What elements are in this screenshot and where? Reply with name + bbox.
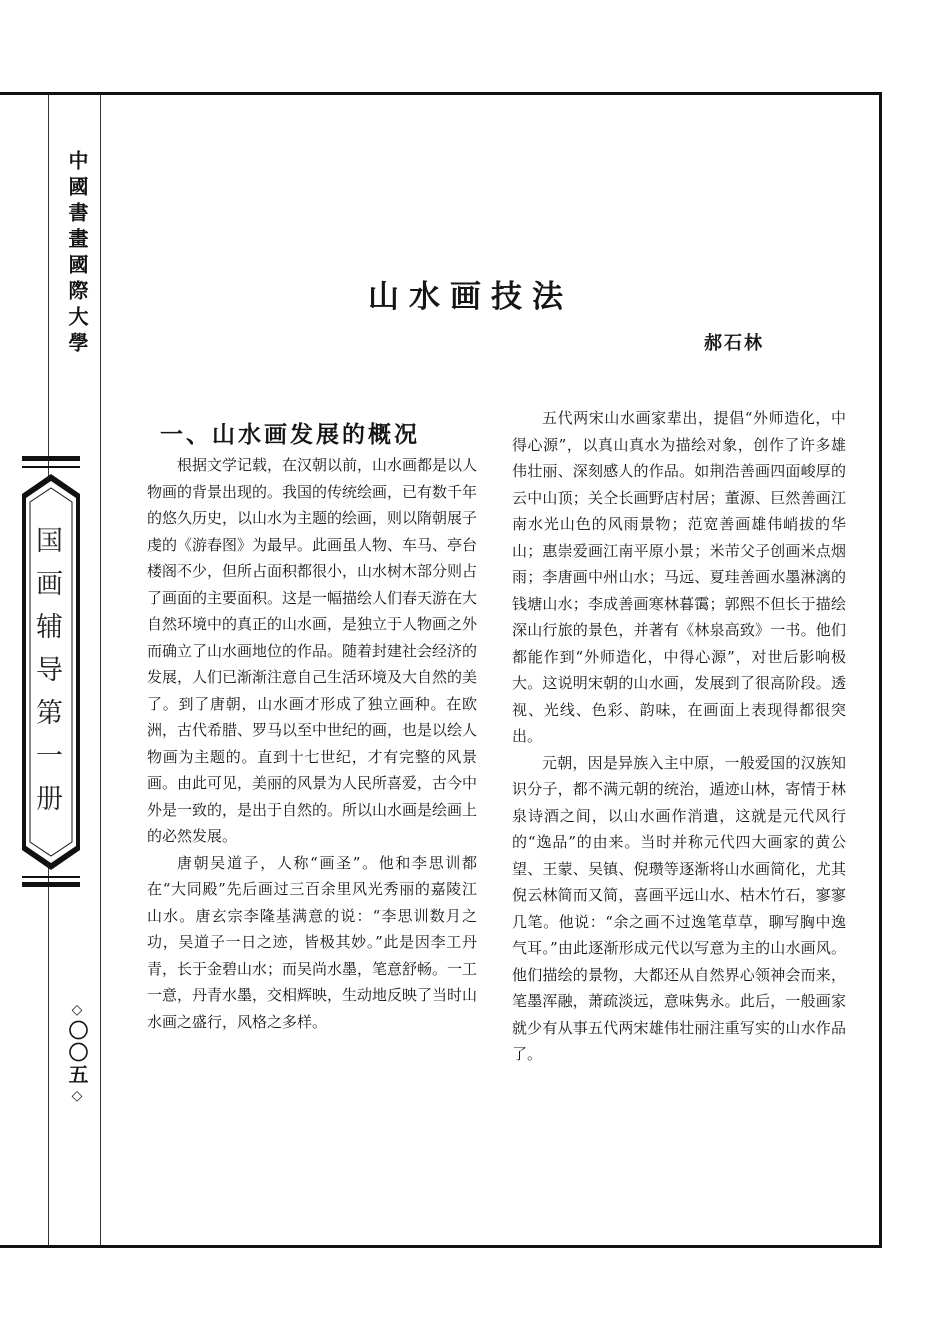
author-name: 郝石林 — [704, 333, 764, 354]
volume-box-bottom-rule — [22, 876, 80, 878]
left-text-column — [147, 452, 477, 1035]
spine-rule-right — [100, 95, 101, 1245]
volume-title: 国画辅导第一册 — [31, 526, 62, 827]
right-text-column — [512, 405, 846, 1068]
page-number: 〇〇五 — [65, 1020, 89, 1086]
paragraph: 五代两宋山水画家辈出，提倡“外师造化，中得心源”，以真山真水为描绘对象，创作了许多雄伟壮丽、深刻感人的作品。如荆浩善画四面峻厚的云中山顶；关仝长画野店村居；董源、巨然善画江南水光山色的风雨景物；范宽善画雄伟峭拔的华山；惠崇爱画江南平原小景；米芾父子创画米点烟雨；李唐画中州山水；马远、夏珪善画水墨淋漓的钱塘山水；李成善画寒林暮霭；郭熙不但长于描绘深山行旅的景色，并著有《林泉高致》一书。他们都能作到“外师造化，中得心源”，对世后影响极大。这说明宋朝的山水画，发展到了很高阶段。透视、光线、色彩、韵味，在画面上表现得都很突出。 — [512, 409, 846, 745]
volume-box-top-bar — [22, 456, 80, 461]
article-title: 山水画技法 — [368, 279, 573, 315]
section-heading: 一、山水画发展的概况 — [160, 421, 420, 448]
page-number-block — [62, 1000, 92, 1106]
volume-box-bottom-bar — [22, 882, 80, 887]
volume-label-box — [22, 474, 80, 870]
volume-box-top-rule — [22, 466, 80, 468]
series-title: 中國書畫國際大學 — [65, 150, 89, 358]
paragraph: 元朝，因是异族入主中原，一般爱国的汉族知识分子，都不满元朝的统治，遁迹山林，寄情于林泉诗酒之间，以山水画作消遣，这就是元代风行的“逸品”的由来。当时并称元代四大画家的黄公望、王蒙、吴镇、倪瓒等逐渐将山水画简化，尤其倪云林简而又简，喜画平远山水、枯木竹石，寥寥几笔。他说：“余之画不过逸笔草草，聊写胸中逸气耳。”由此逐渐形成元代以写意为主的山水画风。他们描绘的景物，大都还从自然界心领神会而来，笔墨浑融，萧疏淡远，意味隽永。此后，一般画家就少有从事五代两宋雄伟壮丽注重写实的山水作品了。 — [512, 753, 846, 1063]
paragraph: 唐朝吴道子，人称“画圣”。他和李思训都在“大同殿”先后画过三百余里风光秀丽的嘉陵江山水。唐玄宗李隆基满意的说：“李思训数月之功，吴道子一日之迹，皆极其妙。”此是因李工丹青，长于金碧山水；而吴尚水墨，笔意舒畅。一工一意，丹青水墨，交相辉映，生动地反映了当时山水画之盛行，风格之多样。 — [147, 853, 478, 1031]
diamond-ornament-bottom: ◇ — [71, 1088, 83, 1104]
diamond-ornament-top: ◇ — [71, 1002, 83, 1018]
paragraph: 根据文学记载，在汉朝以前，山水画都是以人物画的背景出现的。我国的传统绘画，已有数千年的悠久历史，以山水为主题的绘画，则以隋朝展子虔的《游春图》为最早。此画虽人物、车马、亭台楼阁不少，但所占面积都很小，山水树木部分则占了画面的主要面积。这是一幅描绘人们春天游在大自然环境中的真正的山水画，是独立于人物画之外而确立了山水画地位的作品。随着封建社会经济的发展，人们已渐渐注意自己生活环境及大自然的美了。到了唐朝，山水画才形成了独立画种。在欧洲，古代希腊、罗马以至中世纪的画，也是以绘人物画为主题的。直到十七世纪，才有完整的风景画。由此可见，美丽的风景为人民所喜爱，古今中外是一致的，是出于自然的。所以山水画是绘画上的必然发展。 — [147, 456, 478, 845]
